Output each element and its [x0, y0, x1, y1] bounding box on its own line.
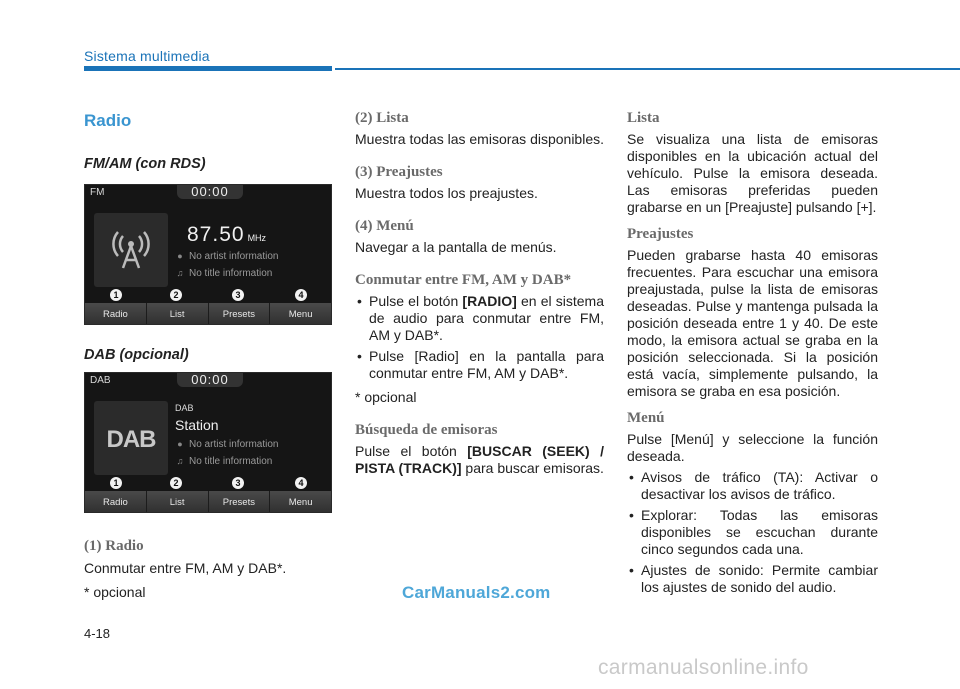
callout-3: 3 — [232, 477, 244, 489]
lista-subheading: (2) Lista — [355, 110, 409, 126]
preajustes-text: Muestra todos los preajustes. — [355, 185, 538, 201]
fm-screen — [84, 184, 332, 325]
radio-note: * opcional — [84, 584, 146, 600]
clock: 00:00 — [177, 373, 243, 387]
list-item: • Pulse [Radio] en la pantalla para conmutar entre FM, AM y DAB*. — [355, 348, 604, 382]
station-name: Station — [175, 417, 219, 433]
person-icon: ● — [177, 251, 183, 261]
callout-1: 1 — [110, 477, 122, 489]
band-label: DAB — [90, 375, 111, 386]
radio-button[interactable]: Radio — [85, 303, 147, 325]
preajustes-subheading: (3) Preajustes — [355, 164, 443, 180]
menu-button[interactable]: Menu — [270, 303, 331, 325]
callout-1: 1 — [110, 289, 122, 301]
section-title: Sistema multimedia — [84, 48, 210, 64]
dab-screen — [84, 372, 332, 513]
radio-antenna-icon — [94, 213, 168, 287]
callout-4: 4 — [295, 289, 307, 301]
radio-description — [84, 538, 332, 601]
music-icon: ♫ — [176, 456, 184, 466]
callout-4: 4 — [295, 477, 307, 489]
watermark-carmanuals2[interactable]: CarManuals2.com — [402, 583, 551, 602]
header-rule-thin — [335, 68, 960, 70]
lista-text: Se visualiza una lista de emisoras disponibles en la ubicación actual del vehículo. Pulse la emisora deseada. Las emisoras preferidas pueden grabarse en un [Preajuste] pulsando [+]. — [627, 131, 878, 215]
artist-info: ● No artist information — [175, 251, 278, 262]
callout-2: 2 — [170, 289, 182, 301]
radio-subheading: (1) Radio — [84, 538, 144, 554]
title-info: ♫ No title information — [176, 268, 273, 279]
menu-button[interactable]: Menu — [270, 491, 331, 513]
callout-2: 2 — [170, 477, 182, 489]
menu-subheading: (4) Menú — [355, 218, 414, 234]
list-button[interactable]: List — [147, 303, 209, 325]
person-icon: ● — [177, 439, 183, 449]
band-label: FM — [90, 187, 105, 198]
dab-logo-icon — [94, 401, 168, 475]
menu-subheading: Menú — [627, 410, 665, 426]
radio-button[interactable]: Radio — [85, 491, 147, 513]
title-info: ♫ No title information — [176, 456, 273, 467]
list-item: • Pulse el botón [RADIO] en el sistema de audio para conmutar entre FM, AM y DAB*. — [355, 293, 604, 344]
clock: 00:00 — [177, 185, 243, 199]
list-item: • Avisos de tráfico (TA): Activar o desactivar los avisos de tráfico. — [627, 469, 878, 503]
dab-small-label: DAB — [175, 403, 194, 413]
artist-info: ● No artist information — [175, 439, 278, 450]
menu-options-list — [627, 469, 878, 596]
page-number: 4-18 — [84, 626, 111, 641]
preajustes-text: Pueden grabarse hasta 40 emisoras frecuentes. Para escuchar una emisora preajustada, pulse la lista de emisoras deseadas. Pulse y mantenga pulsada la posición deseada entre 1 y 40. De este modo, la emisora actual se graba en la posición seleccionada. Si la posición está vacía, simplemente pulsando, la emisora se graba en esa posición. — [627, 247, 878, 399]
watermark-carmanualsonline[interactable]: carmanualsonline.info — [598, 656, 809, 679]
fm-am-heading: FM/AM (con RDS) — [84, 156, 206, 172]
busqueda-subheading: Búsqueda de emisoras — [355, 422, 498, 438]
dab-heading: DAB (opcional) — [84, 347, 189, 363]
list-item: • Explorar: Todas las emisoras disponibles se escuchan durante cinco segundos cada una. — [627, 507, 878, 558]
radio-text: Conmutar entre FM, AM y DAB*. — [84, 560, 287, 576]
frequency-display: 87.50 MHz — [187, 223, 267, 246]
music-icon: ♫ — [176, 268, 184, 278]
lista-subheading: Lista — [627, 110, 660, 126]
svg-text:DAB: DAB — [106, 426, 156, 453]
menu-text: Pulse [Menú] y seleccione la función deseada. — [627, 431, 878, 464]
radio-heading: Radio — [84, 111, 132, 130]
menu-text: Navegar a la pantalla de menús. — [355, 239, 557, 255]
conmutar-list — [355, 293, 604, 382]
list-item: • Ajustes de sonido: Permite cambiar los ajustes de sonido del audio. — [627, 562, 878, 596]
presets-button[interactable]: Presets — [209, 303, 271, 325]
header-rule-thick — [84, 66, 332, 71]
lista-text: Muestra todas las emisoras disponibles. — [355, 131, 605, 147]
preajustes-subheading: Preajustes — [627, 226, 694, 242]
right-column — [627, 110, 878, 596]
callout-3: 3 — [232, 289, 244, 301]
note-text: * opcional — [355, 389, 417, 405]
conmutar-subheading: Conmutar entre FM, AM y DAB* — [355, 272, 572, 288]
presets-button[interactable]: Presets — [209, 491, 271, 513]
busqueda-text: Pulse el botón [BUSCAR (SEEK) / PISTA (TRACK)] para buscar emisoras. — [355, 443, 605, 476]
list-button[interactable]: List — [147, 491, 209, 513]
middle-column — [355, 110, 604, 477]
